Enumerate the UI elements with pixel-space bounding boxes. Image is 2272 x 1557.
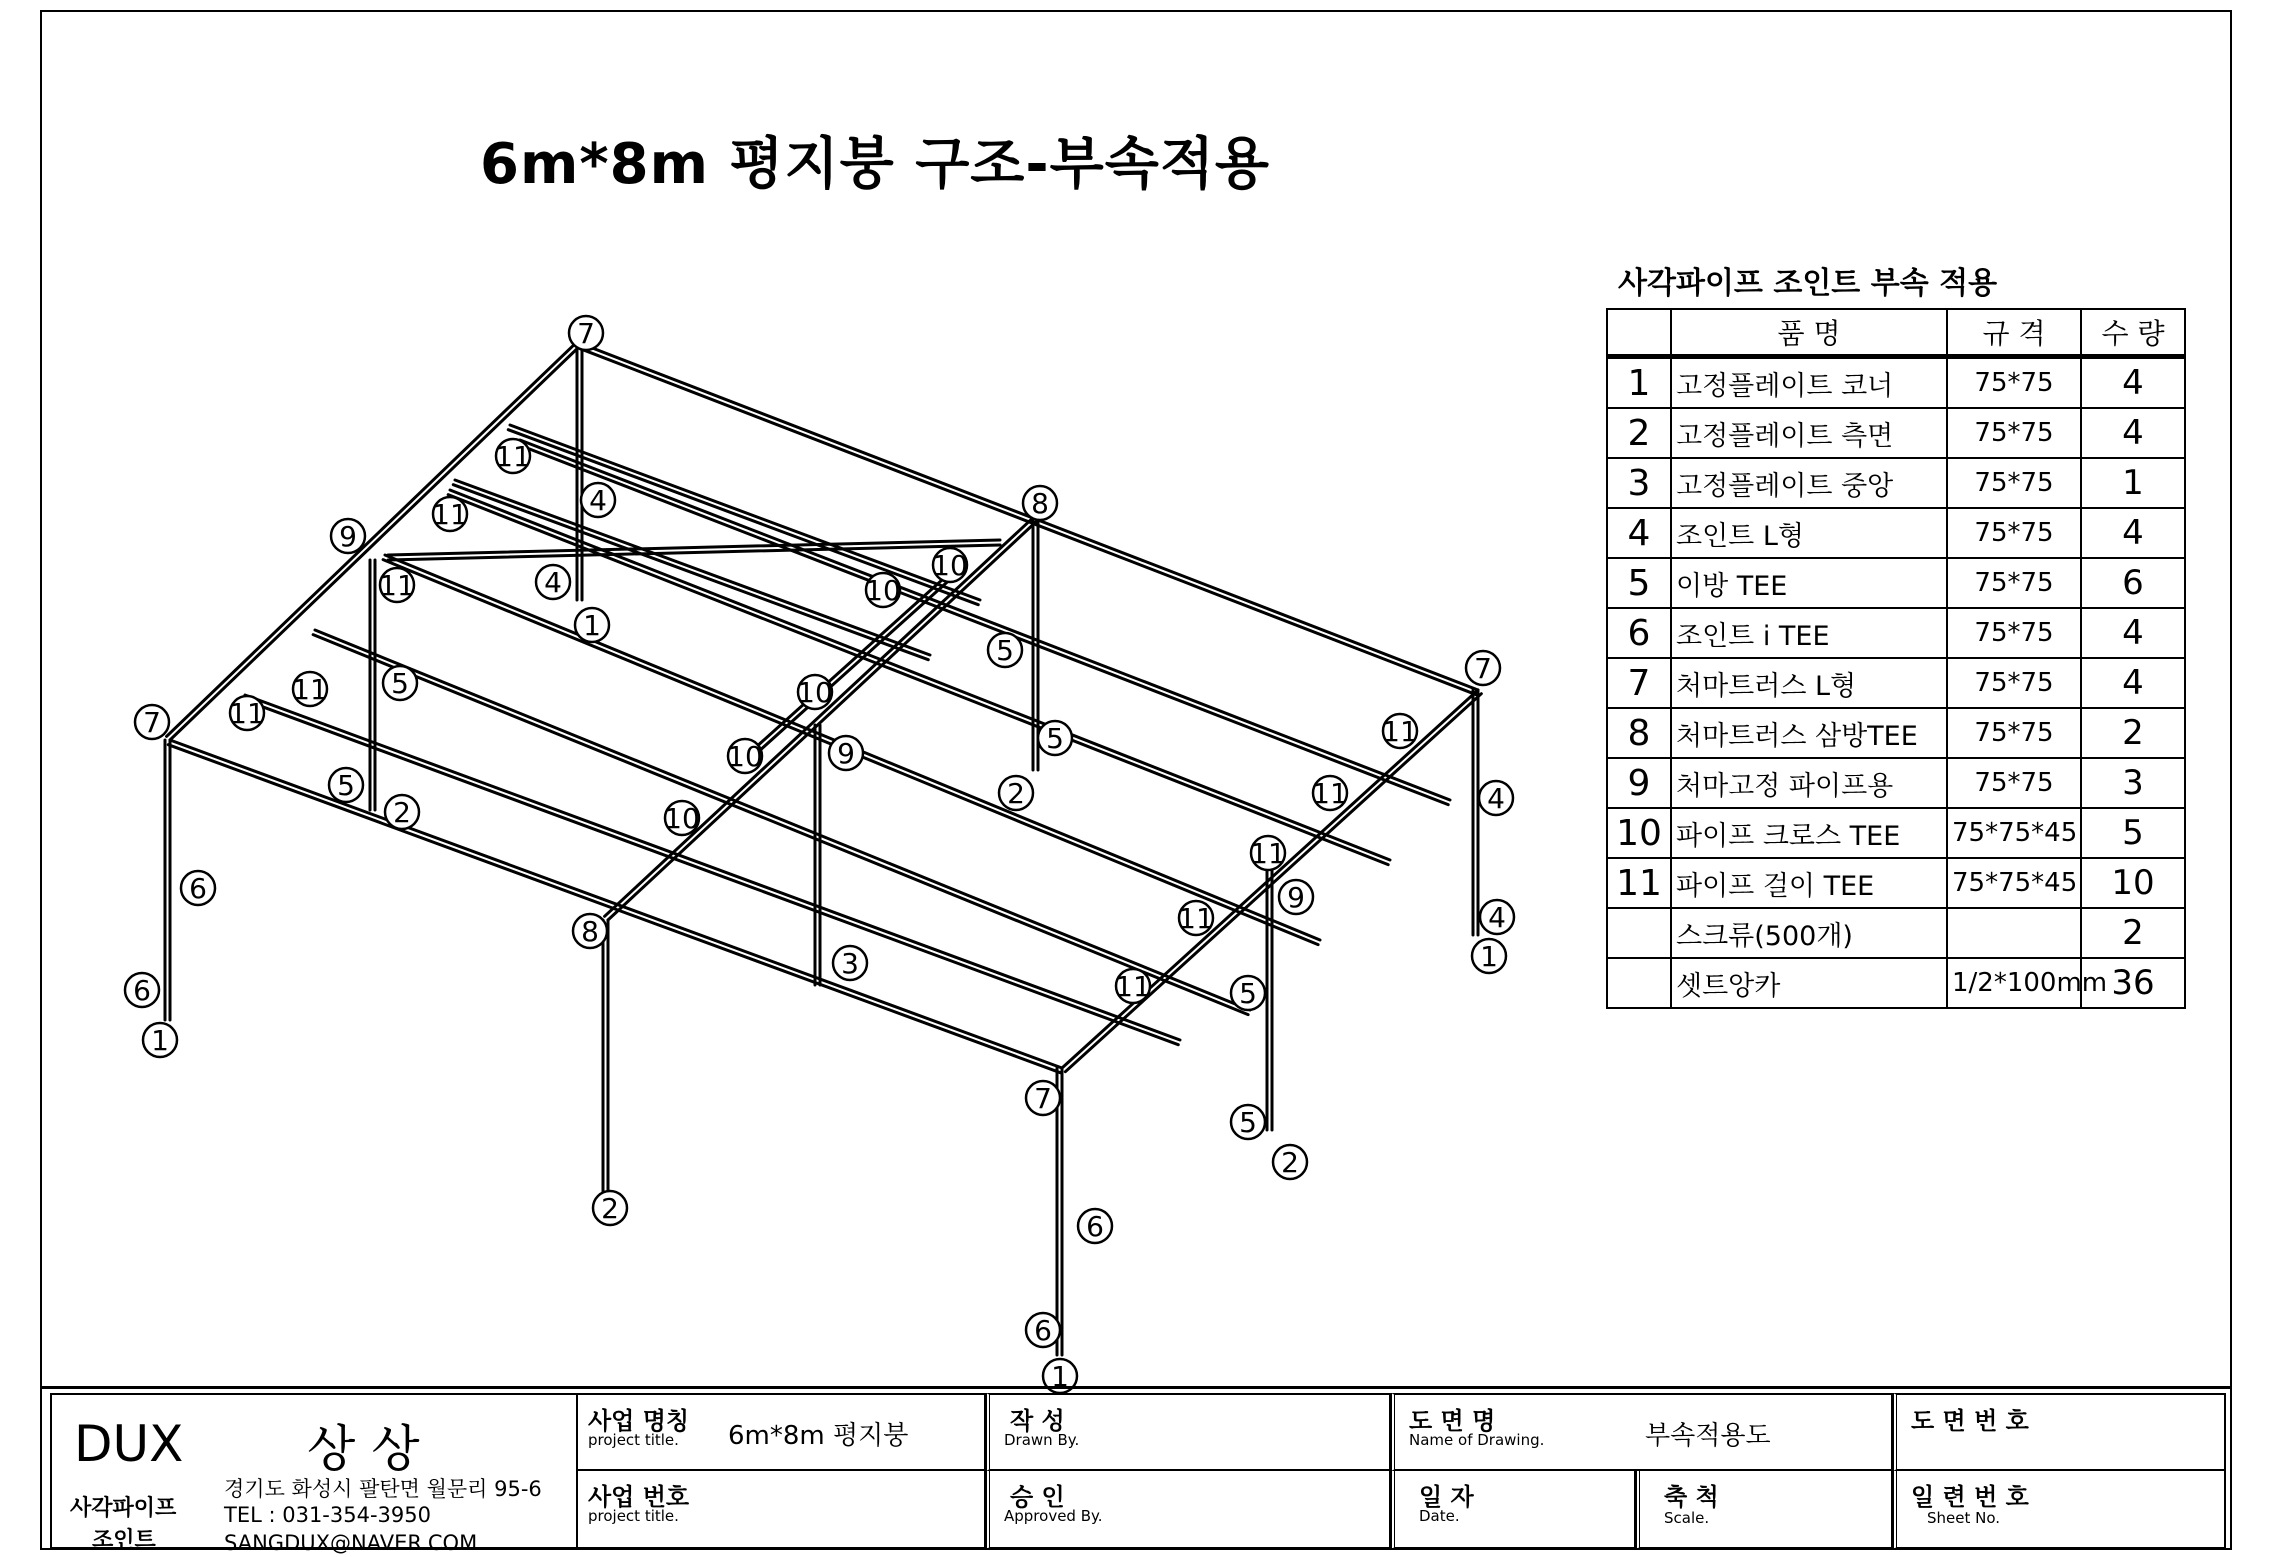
- part-qty: 2: [2081, 908, 2185, 958]
- part-no: 8: [1607, 708, 1671, 758]
- callout-number: 7: [1474, 652, 1492, 685]
- callout-number: 9: [1287, 881, 1305, 914]
- part-qty: 4: [2081, 357, 2185, 409]
- project-no-sub: project title.: [588, 1507, 679, 1525]
- part-name: 처마트러스 삼방TEE: [1671, 708, 1947, 758]
- part-no: 5: [1607, 558, 1671, 608]
- part-spec: 75*75: [1947, 708, 2081, 758]
- callout-number: 11: [495, 440, 531, 473]
- pipe-line: [508, 430, 978, 605]
- part-name: 고정플레이트 중앙: [1671, 458, 1947, 508]
- callout-bubble: [331, 519, 365, 553]
- part-no: 2: [1607, 408, 1671, 458]
- callout-bubble: [495, 439, 531, 473]
- callout-number: 11: [1382, 715, 1418, 748]
- title-block: [40, 1386, 2232, 1555]
- callout-number: 9: [339, 520, 357, 553]
- callout-bubble: [1038, 721, 1072, 755]
- pipe-line: [167, 340, 579, 736]
- callout-number: 10: [932, 549, 968, 582]
- drawing-name-label: 도 면 명: [1409, 1407, 1496, 1435]
- callout-bubble: [383, 666, 417, 700]
- part-name: 스크류(500개): [1671, 908, 1947, 958]
- scale-sub: Scale.: [1664, 1509, 1710, 1527]
- callout-number: 8: [581, 915, 599, 948]
- project-no-cell: [578, 1471, 986, 1549]
- callout-number: 11: [1115, 970, 1151, 1003]
- callout-bubble: [999, 776, 1033, 810]
- part-spec: [1947, 908, 2081, 958]
- part-qty: 4: [2081, 608, 2185, 658]
- callout-bubble: [1273, 1145, 1307, 1179]
- callout-number: 1: [1051, 1360, 1069, 1393]
- part-no: 9: [1607, 758, 1671, 808]
- company-address: 경기도 화성시 팔탄면 월문리 95-6: [224, 1477, 542, 1501]
- part-spec: 75*75: [1947, 658, 2081, 708]
- callout-number: 4: [1488, 901, 1506, 934]
- approved-by-sub: Approved By.: [1004, 1507, 1103, 1525]
- scale-cell: [1636, 1471, 1893, 1549]
- callout-number: 6: [1086, 1210, 1104, 1243]
- company-name: DUX: [74, 1415, 184, 1473]
- parts-row: [1607, 508, 2185, 558]
- parts-row: [1607, 608, 2185, 658]
- part-spec: 75*75: [1947, 758, 2081, 808]
- callout-bubble: [292, 672, 328, 706]
- callout-bubble: [829, 736, 863, 770]
- pipe-line: [315, 630, 1250, 1010]
- callout-bubble: [1480, 900, 1514, 934]
- part-spec: 75*75: [1947, 558, 2081, 608]
- callout-number: 6: [1034, 1314, 1052, 1347]
- part-spec: 75*75: [1947, 408, 2081, 458]
- callout-number: 5: [337, 769, 355, 802]
- company-email: SANGDUX@NAVER.COM: [224, 1531, 478, 1555]
- part-no: 6: [1607, 608, 1671, 658]
- callout-bubble: [125, 973, 159, 1007]
- project-name-sub: project title.: [588, 1431, 679, 1449]
- scale-label: 축 척: [1664, 1483, 1719, 1511]
- callout-bubble: [1312, 776, 1348, 810]
- callout-number: 7: [1034, 1082, 1052, 1115]
- callout-bubble: [1250, 836, 1286, 870]
- approved-by-cell: [986, 1471, 1391, 1549]
- part-qty: 4: [2081, 408, 2185, 458]
- approved-by-label: 승 인: [1010, 1483, 1065, 1511]
- project-name-cell: [578, 1393, 986, 1471]
- date-cell: [1391, 1471, 1636, 1549]
- callout-number: 2: [393, 796, 411, 829]
- division-line1: 사각파이프: [70, 1496, 177, 1521]
- callout-bubble: [1178, 901, 1214, 935]
- part-qty: 4: [2081, 508, 2185, 558]
- callout-number: 3: [841, 947, 859, 980]
- division-line2: 조인트: [92, 1528, 156, 1553]
- sheet-no-cell: [1893, 1471, 2226, 1549]
- callout-bubble: [1023, 486, 1057, 520]
- callout-number: 4: [544, 566, 562, 599]
- callout-number: 2: [1007, 777, 1025, 810]
- callout-number: 5: [391, 667, 409, 700]
- callout-bubble: [932, 548, 968, 582]
- parts-row: [1607, 958, 2185, 1008]
- part-qty: 36: [2081, 958, 2185, 1008]
- callout-bubble: [1231, 976, 1265, 1010]
- project-no-label: 사업 번호: [588, 1483, 690, 1511]
- part-name: 셋트앙카: [1671, 958, 1947, 1008]
- date-sub: Date.: [1419, 1507, 1460, 1525]
- company-brand: 상 상: [307, 1420, 420, 1478]
- drawing-no-cell: [1893, 1393, 2226, 1471]
- pipe-line: [313, 635, 1248, 1015]
- callout-number: 11: [1250, 837, 1286, 870]
- callout-bubble: [1026, 1313, 1060, 1347]
- sheet-no-label: 일 련 번 호: [1911, 1483, 2029, 1511]
- header-spec: 규 격: [1947, 309, 2081, 357]
- part-spec: 75*75*45: [1947, 858, 2081, 908]
- part-no: 3: [1607, 458, 1671, 508]
- part-spec: 75*75: [1947, 357, 2081, 409]
- part-qty: 2: [2081, 708, 2185, 758]
- callout-number: 10: [865, 574, 901, 607]
- callout-number: 7: [577, 317, 595, 350]
- callout-bubble: [329, 768, 363, 802]
- drawing-title: 6m*8m 평지붕 구조-부속적용: [480, 132, 1271, 197]
- parts-row: [1607, 858, 2185, 908]
- callout-bubble: [865, 573, 901, 607]
- sheet-no-sub: Sheet No.: [1927, 1509, 2001, 1527]
- drawn-by-cell: [986, 1393, 1391, 1471]
- part-qty: 5: [2081, 808, 2185, 858]
- callout-number: 11: [292, 673, 328, 706]
- part-name: 고정플레이트 측면: [1671, 408, 1947, 458]
- parts-row: [1607, 357, 2185, 409]
- parts-row: [1607, 808, 2185, 858]
- callout-number: 10: [664, 802, 700, 835]
- part-name: 파이프 걸이 TEE: [1671, 858, 1947, 908]
- callout-bubble: [181, 871, 215, 905]
- callout-number: 5: [996, 634, 1014, 667]
- part-spec: 75*75: [1947, 458, 2081, 508]
- parts-row: [1607, 908, 2185, 958]
- project-name-label: 사업 명칭: [588, 1407, 690, 1435]
- header-name: 품 명: [1671, 309, 1947, 357]
- callout-number: 10: [797, 676, 833, 709]
- callout-bubble: [581, 483, 615, 517]
- callout-bubble: [727, 739, 763, 773]
- callout-number: 6: [133, 974, 151, 1007]
- part-no: 11: [1607, 858, 1671, 908]
- drawn-by-label: 작 성: [1010, 1407, 1065, 1435]
- parts-row: [1607, 758, 2185, 808]
- callout-bubble: [385, 795, 419, 829]
- part-name: 파이프 크로스 TEE: [1671, 808, 1947, 858]
- callout-number: 11: [432, 498, 468, 531]
- callout-number: 11: [1312, 777, 1348, 810]
- part-name: 처마고정 파이프용: [1671, 758, 1947, 808]
- parts-table-title: 사각파이프 조인트 부속 적용: [1618, 266, 1998, 301]
- callout-number: 6: [189, 872, 207, 905]
- callout-number: 5: [1239, 1106, 1257, 1139]
- callout-bubble: [229, 696, 265, 730]
- callout-bubble: [135, 705, 169, 739]
- drawing-name-value: 부속적용도: [1645, 1421, 1771, 1451]
- drawn-by-sub: Drawn By.: [1004, 1431, 1080, 1449]
- callout-bubble: [1479, 781, 1513, 815]
- callout-bubble: [833, 946, 867, 980]
- callout-bubble: [797, 675, 833, 709]
- callout-number: 2: [601, 1192, 619, 1225]
- callout-number: 10: [727, 740, 763, 773]
- header-no: [1607, 309, 1671, 357]
- part-no: 10: [1607, 808, 1671, 858]
- callout-bubble: [1472, 939, 1506, 973]
- callout-bubble: [143, 1023, 177, 1057]
- part-spec: 75*75*45: [1947, 808, 2081, 858]
- callout-number: 8: [1031, 487, 1049, 520]
- parts-table-header: [1607, 309, 2185, 357]
- callout-number: 11: [379, 569, 415, 602]
- callout-bubble: [1078, 1209, 1112, 1243]
- parts-row: [1607, 558, 2185, 608]
- part-name: 조인트 i TEE: [1671, 608, 1947, 658]
- callout-bubble: [573, 914, 607, 948]
- callout-bubble: [1466, 651, 1500, 685]
- callout-number: 11: [1178, 902, 1214, 935]
- project-name-value: 6m*8m 평지붕: [728, 1421, 909, 1451]
- company-cell: [50, 1393, 578, 1555]
- callout-number: 11: [229, 697, 265, 730]
- callout-bubble: [1231, 1105, 1265, 1139]
- callout-number: 4: [1487, 782, 1505, 815]
- drawing-name-sub: Name of Drawing.: [1409, 1431, 1545, 1449]
- callout-number: 2: [1281, 1146, 1299, 1179]
- parts-row: [1607, 458, 2185, 508]
- callout-number: 1: [1480, 940, 1498, 973]
- parts-row: [1607, 408, 2185, 458]
- callout-bubble: [536, 565, 570, 599]
- drawing-no-label: 도 면 번 호: [1911, 1407, 2029, 1435]
- part-name: 조인트 L형: [1671, 508, 1947, 558]
- drawing-name-cell: [1391, 1393, 1893, 1471]
- part-no: 7: [1607, 658, 1671, 708]
- callout-bubble: [432, 497, 468, 531]
- callout-number: 4: [589, 484, 607, 517]
- callout-bubble: [575, 608, 609, 642]
- part-name: 고정플레이트 코너: [1671, 357, 1947, 409]
- parts-row: [1607, 658, 2185, 708]
- pipe-line: [582, 344, 1038, 520]
- part-qty: 10: [2081, 858, 2185, 908]
- callout-bubble: [988, 633, 1022, 667]
- part-no: [1607, 958, 1671, 1008]
- callout-number: 7: [143, 706, 161, 739]
- part-no: 4: [1607, 508, 1671, 558]
- part-spec: 75*75: [1947, 608, 2081, 658]
- part-spec: 75*75: [1947, 508, 2081, 558]
- parts-table: [1606, 308, 2186, 1009]
- part-qty: 6: [2081, 558, 2185, 608]
- callout-number: 5: [1239, 977, 1257, 1010]
- pipe-line: [520, 440, 1450, 800]
- callout-bubble: [593, 1191, 627, 1225]
- part-name: 이방 TEE: [1671, 558, 1947, 608]
- part-qty: 4: [2081, 658, 2185, 708]
- callout-bubble: [1382, 714, 1418, 748]
- part-name: 처마트러스 L형: [1671, 658, 1947, 708]
- date-label: 일 자: [1419, 1483, 1474, 1511]
- callout-number: 1: [151, 1024, 169, 1057]
- callout-bubble: [569, 316, 603, 350]
- part-no: 1: [1607, 357, 1671, 409]
- callout-bubble: [1115, 969, 1151, 1003]
- callout-bubble: [1026, 1081, 1060, 1115]
- part-spec: 1/2*100mm: [1947, 958, 2081, 1008]
- callout-bubble: [1279, 880, 1313, 914]
- pipe-line: [580, 349, 1036, 525]
- part-qty: 1: [2081, 458, 2185, 508]
- part-no: [1607, 908, 1671, 958]
- callout-bubble: [379, 568, 415, 602]
- header-qty: 수 량: [2081, 309, 2185, 357]
- callout-number: 1: [583, 609, 601, 642]
- callout-number: 9: [837, 737, 855, 770]
- company-tel: TEL : 031-354-3950: [224, 1503, 431, 1527]
- pipe-line: [608, 520, 1038, 920]
- callout-number: 5: [1046, 722, 1064, 755]
- callout-bubble: [664, 801, 700, 835]
- part-qty: 3: [2081, 758, 2185, 808]
- parts-row: [1607, 708, 2185, 758]
